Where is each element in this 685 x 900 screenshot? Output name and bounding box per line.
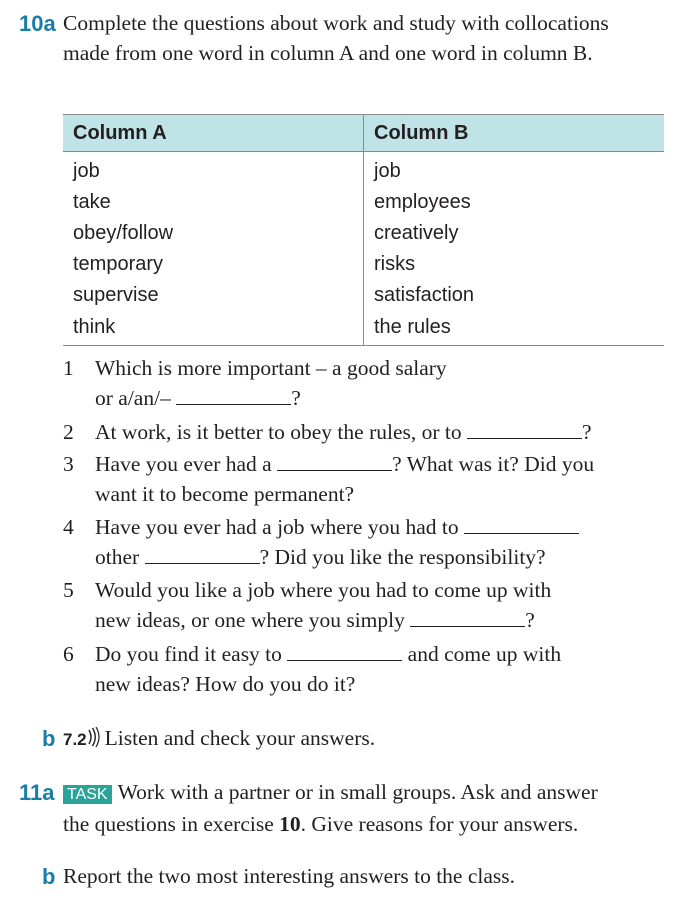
exercise-11a <box>63 778 663 839</box>
exercise-number-10a: 10a <box>19 11 56 36</box>
answer-blank[interactable] <box>467 420 582 439</box>
question-line: ? <box>582 420 592 444</box>
question-line: At work, is it better to obey the rules, or to <box>95 420 467 444</box>
question-number: 2 <box>63 420 74 444</box>
exercise-reference: 10 <box>279 811 301 836</box>
question-4 <box>63 513 663 572</box>
column-a-cell: supervise <box>63 280 364 311</box>
column-b-cell: creatively <box>374 222 459 244</box>
answer-blank[interactable] <box>287 642 402 661</box>
table-row <box>63 311 664 345</box>
question-line: ? What was it? Did you <box>392 452 595 476</box>
question-line: ? <box>525 607 535 632</box>
table-row <box>63 280 664 311</box>
table-row <box>63 249 664 280</box>
question-number: 6 <box>63 642 74 666</box>
column-b-cell: risks <box>374 253 416 275</box>
question-line: ? Did you like the responsibility? <box>259 544 546 569</box>
question-2 <box>63 418 663 448</box>
question-3 <box>63 450 663 509</box>
exercise-11a-text: . Give reasons for your answers. <box>300 811 579 836</box>
table-row <box>63 152 664 188</box>
answer-blank[interactable] <box>145 545 260 564</box>
audio-icon[interactable] <box>87 726 105 756</box>
question-line: or a/an/– <box>95 385 177 410</box>
exercise-letter-11b: b <box>42 864 56 889</box>
column-b-cell: job <box>374 160 401 182</box>
audio-track-number[interactable]: 7.2 <box>63 730 87 749</box>
exercise-11b-text: Report the two most interesting answers to the class. <box>63 864 516 888</box>
column-a-cell: take <box>63 187 364 218</box>
column-b-cell: satisfaction <box>374 284 475 306</box>
task-badge: TASK <box>63 785 112 804</box>
column-b-header: Column B <box>364 115 665 152</box>
question-line: Have you ever had a job where you had to <box>95 515 464 539</box>
question-1 <box>63 354 663 413</box>
question-line: Do you find it easy to <box>95 642 288 666</box>
exercise-number-11a: 11a <box>19 780 55 805</box>
question-5 <box>63 576 663 635</box>
question-text <box>95 450 663 509</box>
answer-blank[interactable] <box>277 452 392 471</box>
question-number: 3 <box>63 452 74 476</box>
exercise-10b-text: Listen and check your answers. <box>104 726 376 750</box>
question-6 <box>63 640 663 699</box>
question-line: other <box>95 544 145 569</box>
question-line: new ideas? How do you do it? <box>95 671 356 696</box>
exercise-11a-text: the questions in exercise <box>63 811 280 836</box>
answer-blank[interactable] <box>410 608 525 627</box>
question-text <box>95 576 663 635</box>
exercise-11a-text: Work with a partner or in small groups. Ask and answer <box>117 780 598 804</box>
table-row <box>63 187 664 218</box>
column-b-cell: employees <box>374 191 471 213</box>
question-text <box>95 640 663 699</box>
question-text <box>95 513 663 572</box>
question-line: ? <box>291 385 301 410</box>
exercise-10b <box>63 724 663 755</box>
question-line: and come up with <box>402 642 562 666</box>
exercise-letter-10b: b <box>42 726 56 751</box>
answer-blank[interactable] <box>176 386 291 405</box>
question-text <box>95 354 663 413</box>
column-a-header: Column A <box>63 115 364 152</box>
question-line: Which is more important – a good salary <box>95 356 447 380</box>
question-number: 4 <box>63 515 74 539</box>
column-a-cell: temporary <box>63 249 364 280</box>
question-line: new ideas, or one where you simply <box>95 607 411 632</box>
question-line: want it to become permanent? <box>95 481 355 506</box>
column-a-cell: obey/follow <box>63 218 364 249</box>
column-a-cell: think <box>63 311 364 345</box>
question-line: Would you like a job where you had to come up with <box>95 578 552 602</box>
question-number: 1 <box>63 356 74 380</box>
answer-blank[interactable] <box>464 515 579 534</box>
collocation-table <box>63 114 664 346</box>
table-row <box>63 218 664 249</box>
column-b-cell: the rules <box>364 311 665 345</box>
question-number: 5 <box>63 578 74 602</box>
exercise-10a-instruction: Complete the questions about work and study with collocations made from one word in column A and one word in column B. <box>63 11 609 65</box>
question-text <box>95 418 663 448</box>
question-line: Have you ever had a <box>95 452 278 476</box>
column-a-cell: job <box>63 152 364 188</box>
